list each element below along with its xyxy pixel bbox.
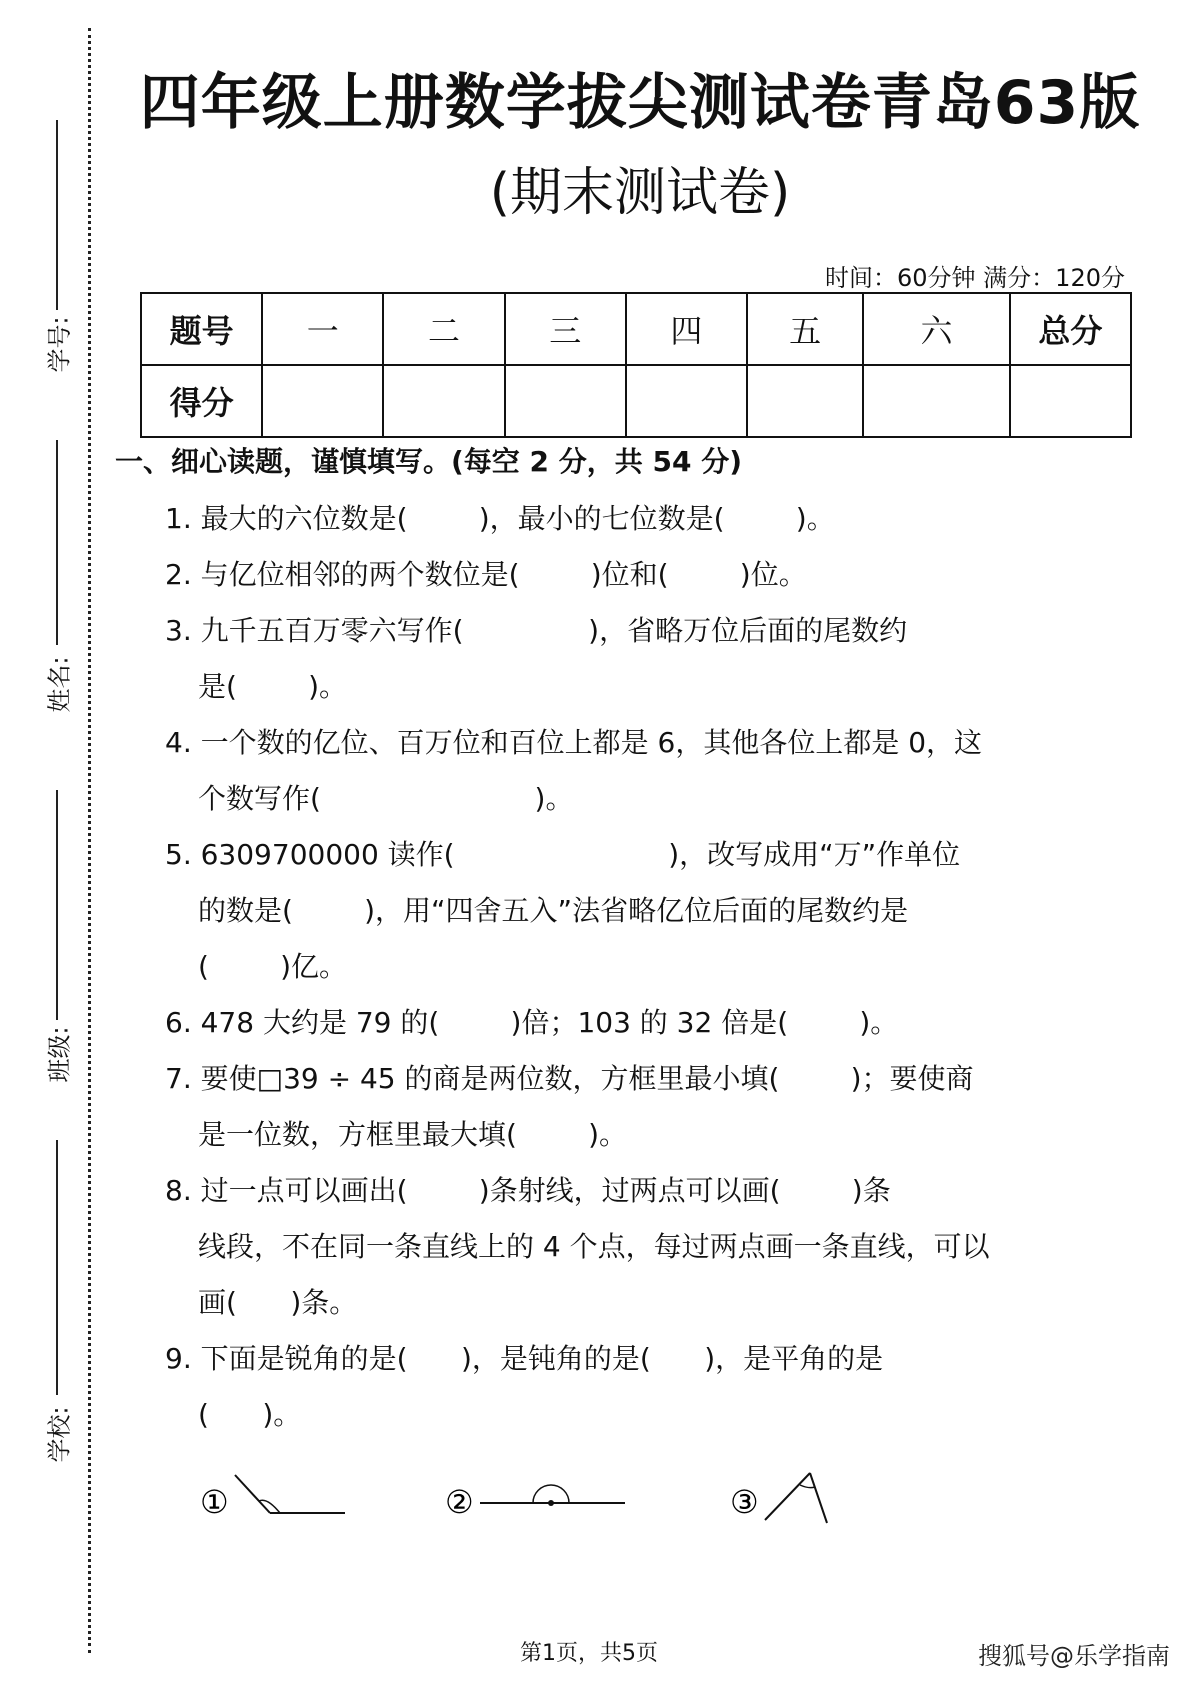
question-9-line-2: ( )。 — [198, 1398, 302, 1431]
question-9-line-1: 9. 下面是锐角的是( )，是钝角的是( )，是平角的是 — [165, 1342, 884, 1375]
angle-1-ray-a — [235, 1475, 270, 1513]
time-and-score-info: 时间：60分钟 满分：120分 — [825, 264, 1125, 292]
header-cell-total: 总分 — [1010, 293, 1131, 365]
exam-subtitle: (期末测试卷) — [489, 163, 791, 223]
question-6-line-1: 6. 478 大约是 79 的( )倍；103 的 32 倍是( )。 — [165, 1006, 899, 1039]
question-5-line-1: 5. 6309700000 读作( )，改写成用“万”作单位 — [165, 838, 961, 871]
header-cell-1: 一 — [262, 293, 383, 365]
student-id-label: 学号: — [45, 316, 74, 373]
header-cell-6: 六 — [863, 293, 1010, 365]
score-table — [140, 292, 1132, 438]
score-cell-1[interactable] — [262, 365, 383, 437]
question-1-line-1: 1. 最大的六位数是( )，最小的七位数是( )。 — [165, 502, 835, 535]
question-7-line-1: 7. 要使□39 ÷ 45 的商是两位数，方框里最小填( )；要使商 — [165, 1062, 974, 1095]
header-cell-2: 二 — [383, 293, 504, 365]
name-field[interactable] — [18, 440, 78, 740]
score-row-label: 得分 — [141, 365, 262, 437]
section-1-heading: 一、细心读题，谨慎填写。(每空 2 分，共 54 分) — [115, 445, 743, 478]
angle-2-vertex — [548, 1500, 554, 1506]
question-5-line-3: ( )亿。 — [198, 950, 348, 983]
question-8-line-1: 8. 过一点可以画出( )条射线，过两点可以画( )条 — [165, 1174, 891, 1207]
header-cell-4: 四 — [626, 293, 747, 365]
angle-label-3: ③ — [730, 1483, 759, 1521]
question-8-line-2: 线段，不在同一条直线上的 4 个点，每过两点画一条直线，可以 — [198, 1230, 990, 1263]
score-cell-3[interactable] — [505, 365, 626, 437]
angle-label-1: ① — [200, 1483, 229, 1521]
question-8-line-3: 画( )条。 — [198, 1286, 358, 1319]
student-id-line — [56, 120, 58, 310]
angle-figure-1 — [200, 1475, 345, 1521]
score-cell-2[interactable] — [383, 365, 504, 437]
score-cell-5[interactable] — [747, 365, 863, 437]
question-3-line-1: 3. 九千五百万零六写作( )，省略万位后面的尾数约 — [165, 614, 908, 647]
class-line — [56, 790, 58, 1020]
angle-figure-2 — [445, 1483, 625, 1521]
score-cell-total[interactable] — [1010, 365, 1131, 437]
student-id-field[interactable] — [18, 120, 78, 380]
school-line — [56, 1140, 58, 1395]
angle-label-2: ② — [445, 1483, 474, 1521]
name-line — [56, 440, 58, 645]
angle-3-ray-b — [810, 1473, 827, 1523]
school-label: 学校: — [45, 1406, 74, 1463]
score-table-header-row — [141, 293, 1131, 365]
score-cell-6[interactable] — [863, 365, 1010, 437]
class-field[interactable] — [18, 790, 78, 1100]
question-2-line-1: 2. 与亿位相邻的两个数位是( )位和( )位。 — [165, 558, 807, 591]
watermark: 搜狐号@乐学指南 — [978, 1642, 1170, 1670]
school-field[interactable] — [18, 1140, 78, 1470]
question-4-line-1: 4. 一个数的亿位、百万位和百位上都是 6，其他各位上都是 0，这 — [165, 726, 983, 759]
angle-3-ray-a — [765, 1473, 810, 1520]
question-3-line-2: 是( )。 — [198, 670, 348, 703]
exam-title: 四年级上册数学拔尖测试卷青岛63版 — [139, 68, 1141, 138]
angle-3-arc — [800, 1485, 815, 1488]
header-cell-question-no: 题号 — [141, 293, 262, 365]
question-5-line-2: 的数是( )，用“四舍五入”法省略亿位后面的尾数约是 — [198, 894, 909, 927]
angle-figures — [195, 1465, 895, 1535]
question-7-line-2: 是一位数，方框里最大填( )。 — [198, 1118, 628, 1151]
score-cell-4[interactable] — [626, 365, 747, 437]
question-4-line-2: 个数写作( )。 — [198, 782, 574, 815]
page-number: 第1页，共5页 — [520, 1641, 658, 1666]
binding-dotted-line — [88, 28, 91, 1653]
class-label: 班级: — [45, 1026, 74, 1083]
header-cell-5: 五 — [747, 293, 863, 365]
name-label: 姓名: — [45, 656, 74, 713]
score-table-score-row — [141, 365, 1131, 437]
header-cell-3: 三 — [505, 293, 626, 365]
angle-figure-3 — [730, 1473, 827, 1523]
